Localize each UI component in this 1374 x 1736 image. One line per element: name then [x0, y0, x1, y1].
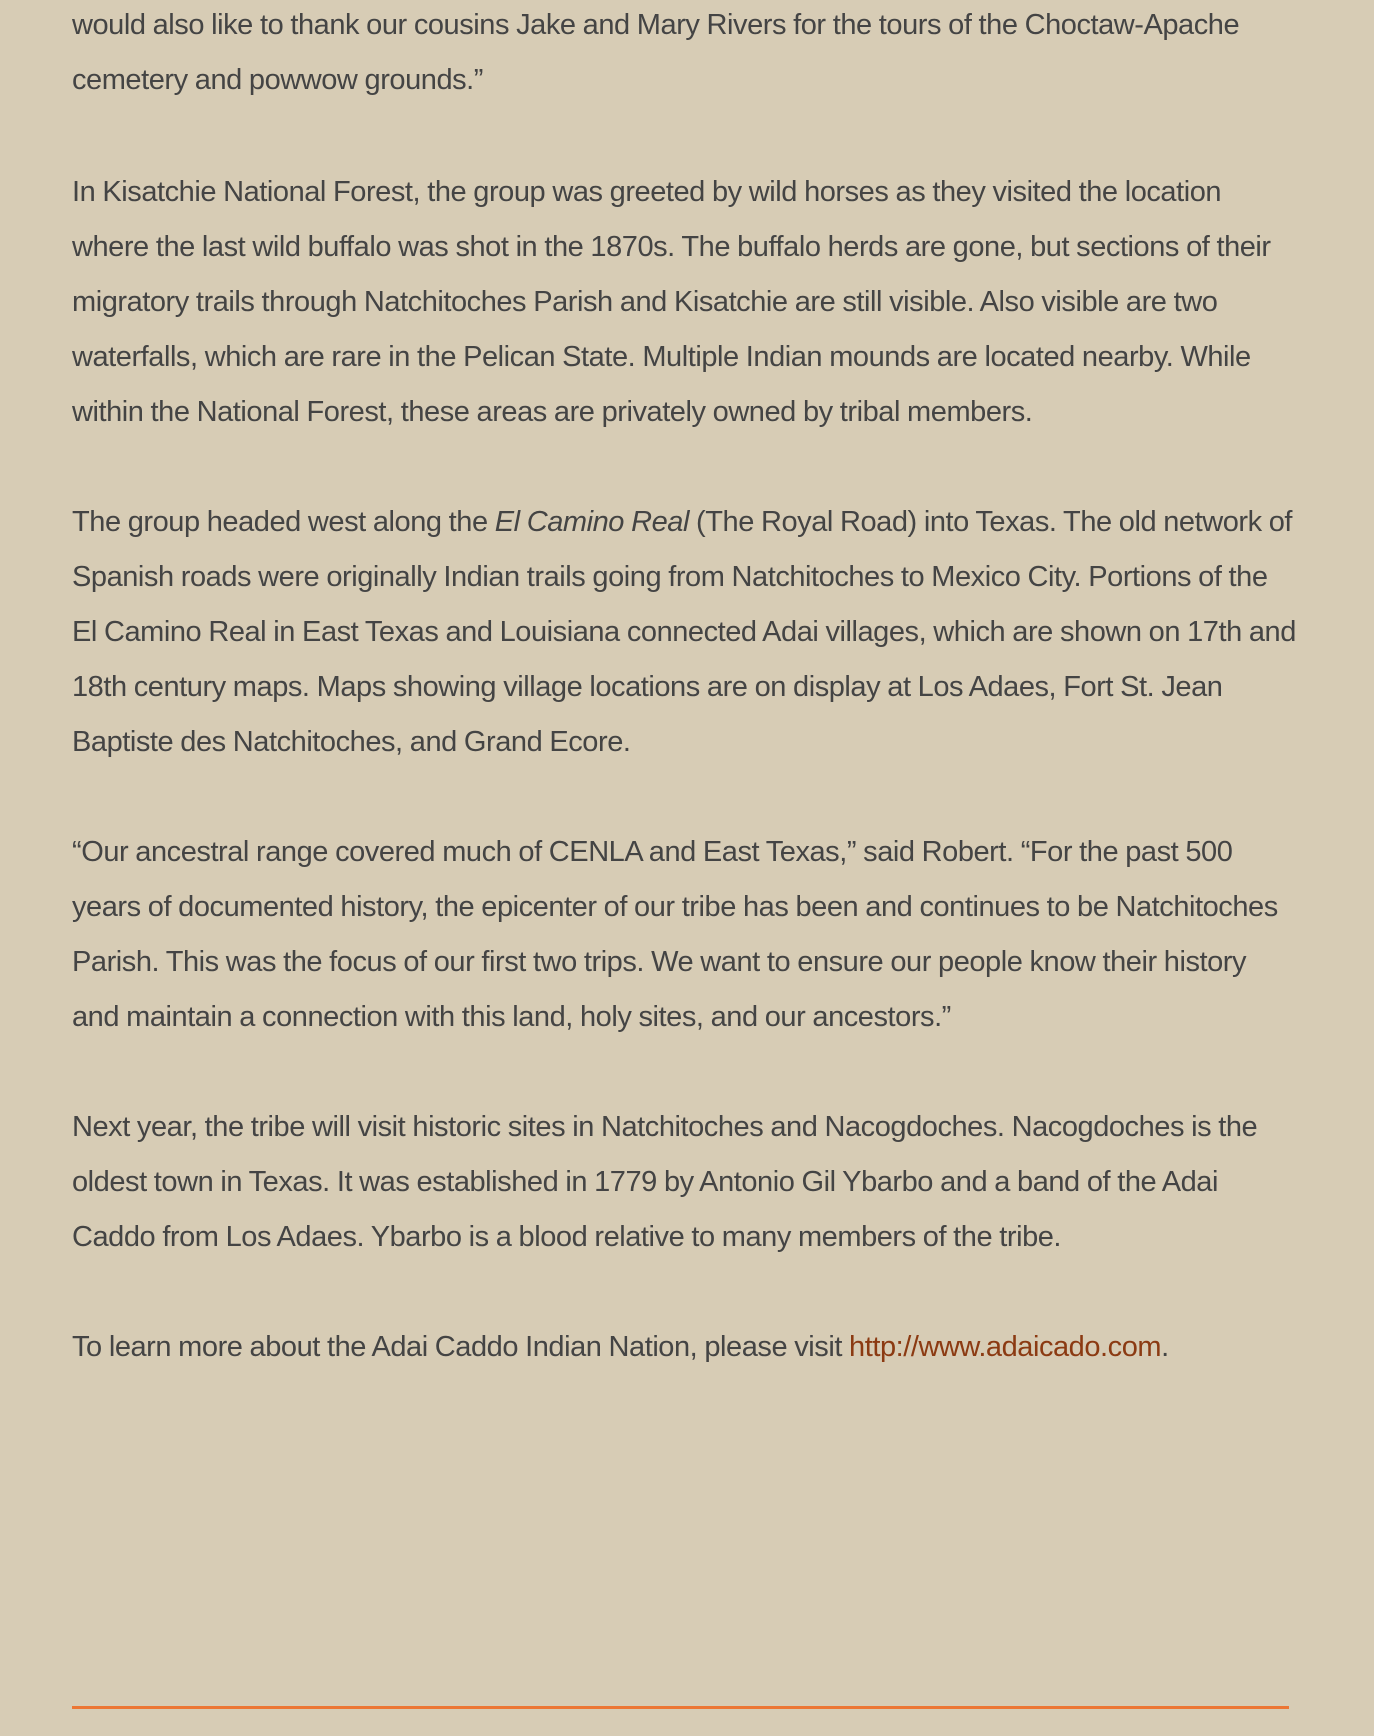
- paragraph-kisatchie-text: In Kisatchie National Forest, the group was greeted by wild horses as they visited the location where the last wild buffalo was shot in the 1870s. The buffalo herds are gone, but sections of their migratory trails through Natchitoches Parish and Kisatchie are still visible. Also visible are two waterfalls, which are rare in the Pelican State. Multiple Indian mounds are located nearby. While within the National Forest, these areas are privately owned by tribal members.: [72, 176, 1271, 428]
- paragraph-thanks: [72, 0, 1297, 108]
- paragraph-robert-quote: [72, 825, 1297, 1045]
- paragraph-el-camino-real-before: The group headed west along the: [72, 506, 495, 538]
- paragraph-thanks-text: would also like to thank our cousins Jake and Mary Rivers for the tours of the Choctaw-Apache cemetery and powwow grounds.”: [72, 9, 1240, 96]
- paragraph-next-year: [72, 1100, 1297, 1265]
- el-camino-real-italic: El Camino Real: [494, 506, 689, 538]
- article-body: [72, 0, 1297, 1375]
- paragraph-kisatchie: [72, 165, 1297, 440]
- adaicado-website-link[interactable]: http://www.adaicado.com: [849, 1331, 1162, 1363]
- paragraph-next-year-text: Next year, the tribe will visit historic sites in Natchitoches and Nacogdoches. Nacogdoches is the oldest town in Texas. It was established in 1779 by Antonio Gil Ybarbo and a band of the Adai Caddo from Los Adaes. Ybarbo is a blood relative to many members of the tribe.: [72, 1111, 1258, 1253]
- paragraph-learn-more-text: To learn more about the Adai Caddo Indian Nation, please visit: [72, 1331, 850, 1363]
- paragraph-learn-more: [72, 1320, 1297, 1375]
- paragraph-learn-more-period: .: [1161, 1331, 1169, 1363]
- paragraph-el-camino-real-after: (The Royal Road) into Texas. The old network of Spanish roads were originally Indian trails going from Natchitoches to Mexico City. Portions of the El Camino Real in East Texas and Louisiana connected Adai villages, which are shown on 17th and 18th century maps. Maps showing village locations are on display at Los Adaes, Fort St. Jean Baptiste des Natchitoches, and Grand Ecore.: [72, 506, 1296, 758]
- paragraph-robert-quote-text: “Our ancestral range covered much of CENLA and East Texas,” said Robert. “For the past 500 years of documented history, the epicenter of our tribe has been and continues to be Natchitoches Parish. This was the focus of our first two trips. We want to ensure our people know their history and maintain a connection with this land, holy sites, and our ancestors.”: [72, 836, 1278, 1033]
- section-divider: [72, 1706, 1289, 1709]
- paragraph-el-camino-real: [72, 495, 1297, 770]
